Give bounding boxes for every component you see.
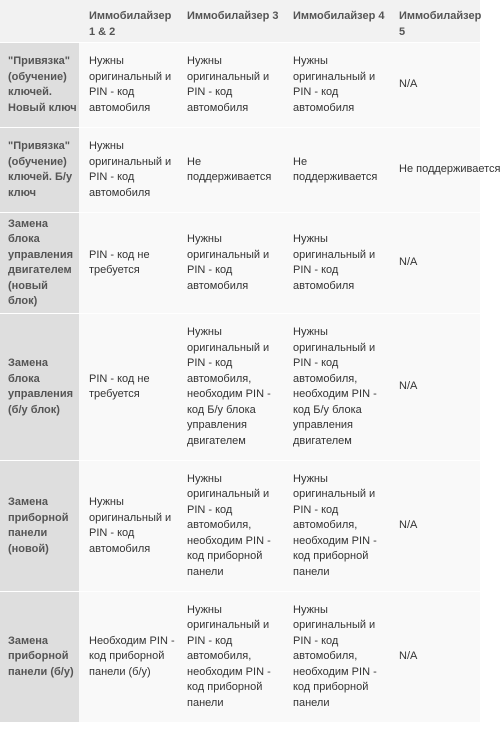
- table-cell: Нужны оригинальный и PIN - код автомобиля, необходим PIN - код приборной панели: [177, 592, 283, 723]
- table-cell: PIN - код не требуется: [79, 314, 177, 461]
- table-row: [0, 43, 480, 128]
- table-cell: Не поддерживается: [177, 128, 283, 213]
- table-cell: N/A: [389, 213, 480, 314]
- row-label: "Привязка" (обучение) ключей. Новый ключ: [0, 43, 79, 128]
- table-row: [0, 128, 480, 213]
- row-label: Замена приборной панели (новой): [0, 461, 79, 592]
- table-cell: Нужны оригинальный и PIN - код автомобиля: [79, 43, 177, 128]
- header-corner: [0, 0, 79, 43]
- row-label: Замена блока управления двигателем (новый блок): [0, 213, 79, 314]
- table-cell: Нужны оригинальный и PIN - код автомобиля: [79, 128, 177, 213]
- header-immobilizer-4: Иммобилайзер 4: [283, 0, 389, 43]
- table-cell: N/A: [389, 314, 480, 461]
- table-cell: Не поддерживается: [283, 128, 389, 213]
- table-cell: N/A: [389, 461, 480, 592]
- header-immobilizer-3: Иммобилайзер 3: [177, 0, 283, 43]
- table-cell: Нужны оригинальный и PIN - код автомобиля: [177, 43, 283, 128]
- table-cell: Нужны оригинальный и PIN - код автомобиля: [177, 213, 283, 314]
- row-label: Замена блока управления (б/у блок): [0, 314, 79, 461]
- table-row: [0, 592, 480, 723]
- table-cell: Нужны оригинальный и PIN - код автомобиля, необходим PIN - код приборной панели: [283, 461, 389, 592]
- table-cell: Нужны оригинальный и PIN - код автомобиля, необходим PIN - код приборной панели: [283, 592, 389, 723]
- table-cell: Нужны оригинальный и PIN - код автомобиля, необходим PIN - код Б/у блока управления двигателем: [177, 314, 283, 461]
- table-cell: PIN - код не требуется: [79, 213, 177, 314]
- table-cell: Нужны оригинальный и PIN - код автомобиля, необходим PIN - код Б/у блока управления двигателем: [283, 314, 389, 461]
- table-row: [0, 213, 480, 314]
- table-cell: Необходим PIN - код приборной панели (б/у): [79, 592, 177, 723]
- table-row: [0, 461, 480, 592]
- table-cell: Нужны оригинальный и PIN - код автомобиля: [79, 461, 177, 592]
- table-cell: Нужны оригинальный и PIN - код автомобиля, необходим PIN - код приборной панели: [177, 461, 283, 592]
- header-immobilizer-1-2: Иммобилайзер 1 & 2: [79, 0, 177, 43]
- row-label: Замена приборной панели (б/у): [0, 592, 79, 723]
- header-row: [0, 0, 480, 43]
- table-cell: Нужны оригинальный и PIN - код автомобиля: [283, 213, 389, 314]
- table-row: [0, 314, 480, 461]
- table-cell: N/A: [389, 43, 480, 128]
- header-immobilizer-5: Иммобилайзер 5: [389, 0, 480, 43]
- table-cell: Нужны оригинальный и PIN - код автомобиля: [283, 43, 389, 128]
- table-cell: N/A: [389, 592, 480, 723]
- table-cell: Не поддерживается: [389, 128, 480, 213]
- row-label: "Привязка" (обучение) ключей. Б/у ключ: [0, 128, 79, 213]
